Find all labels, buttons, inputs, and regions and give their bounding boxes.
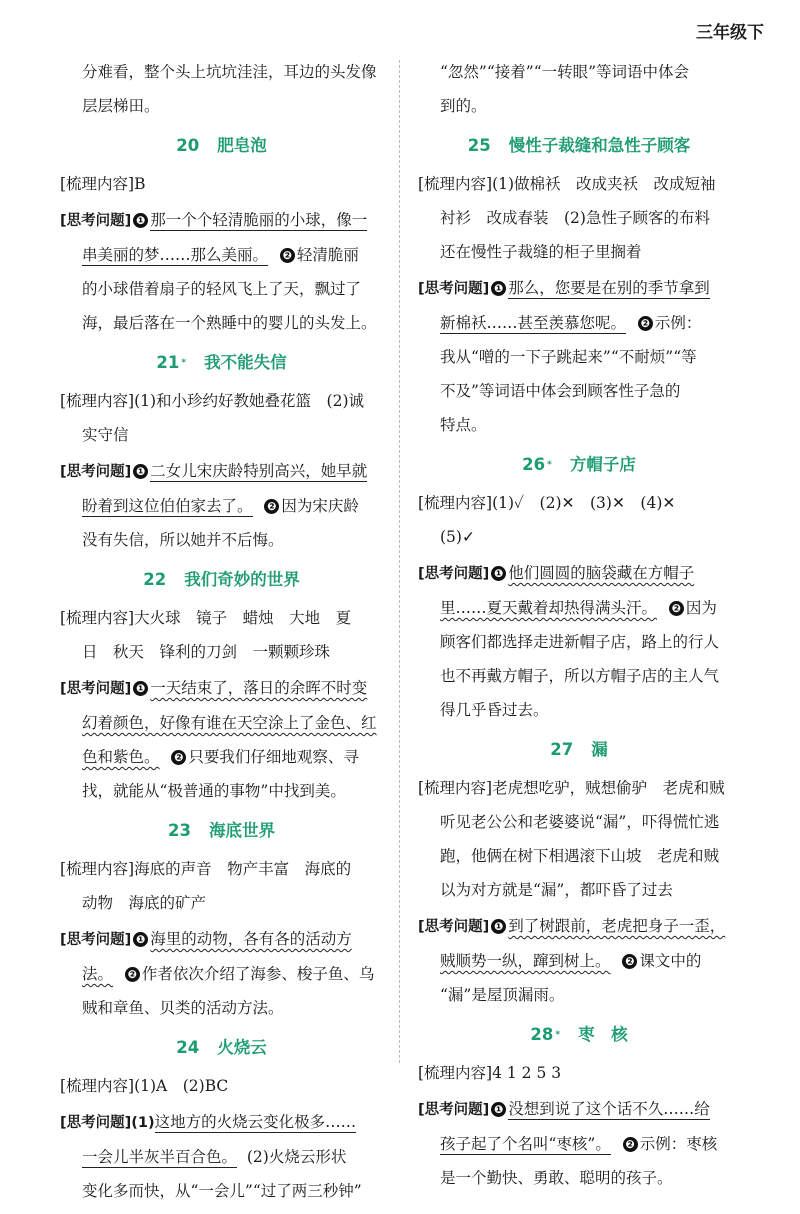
summary-content: 听见老公公和老婆婆说“漏”，吓得慌忙逃	[440, 813, 720, 831]
summary-content: 日 秋天 锋利的刀剑 一颗颗珍珠	[82, 643, 331, 661]
marker-2-icon: ❷	[280, 248, 295, 263]
answer-text: 作者依次介绍了海参、梭子鱼、乌	[141, 965, 375, 983]
summary-content: 动物 海底的矿产	[82, 894, 207, 912]
answer-text: 示例：	[654, 314, 702, 332]
summary-content: 跑，他俩在树下相遇滚下山坡 老虎和贼	[440, 847, 720, 865]
question-block	[60, 1105, 383, 1208]
marker-1-icon: ❶	[491, 1102, 506, 1117]
question-tag: [思考问题]	[60, 464, 132, 480]
marker-2-icon: ❷	[669, 601, 684, 616]
answer-text: 不及”等词语中体会到顾客性子急的	[440, 382, 681, 400]
answer-text: 找，就能从“极普通的事物”中找到美。	[82, 782, 346, 800]
question-tag: [思考问题]	[60, 213, 132, 229]
summary-content: [梳理内容](1)做棉袄 改成夹袄 改成短袖	[418, 175, 716, 193]
marker-2-icon: ❷	[638, 316, 653, 331]
underlined-quote: 幻着颜色，好像有谁在天空涂上了金色、红	[82, 714, 377, 732]
answer-text: 只要我们仔细地观察、寻	[188, 748, 359, 766]
lesson-number: 23	[168, 821, 191, 840]
continuation-line: 分难看，整个头上坑坑洼洼，耳边的头发像	[82, 63, 377, 81]
summary-content: 还在慢性子裁缝的柜子里搁着	[440, 243, 642, 261]
underlined-quote: 一会儿半灰半百合色。	[82, 1148, 238, 1166]
lesson-name: 方帽子店	[569, 455, 636, 474]
underlined-quote: 没想到说了这个话不久……给	[508, 1100, 710, 1118]
marker-1-icon: ❶	[133, 932, 148, 947]
underlined-quote: 这地方的火烧云变化极多……	[154, 1113, 357, 1131]
lesson-number: 28 *	[530, 1025, 561, 1044]
marker-2-icon: ❷	[125, 967, 140, 982]
underlined-quote: 到了树跟前，老虎把身子一歪，	[508, 917, 726, 935]
lesson-26-title	[418, 448, 740, 482]
marker-1-icon: ❶	[133, 681, 148, 696]
question-block	[418, 556, 740, 727]
answer-text: 轻清脆丽	[296, 246, 359, 264]
lesson-24-title	[60, 1031, 383, 1065]
underlined-quote: 新棉袄……甚至羡慕您呢。	[440, 314, 627, 332]
lesson-number: 25	[467, 136, 491, 155]
underlined-quote: 海里的动物，各有各的活动方	[150, 930, 352, 948]
lesson-number: 26 *	[522, 455, 552, 474]
answer-text: 特点。	[440, 416, 487, 434]
summary-content: [梳理内容]4 1 2 5 3	[418, 1064, 562, 1082]
lesson-name: 慢性子裁缝和急性子顾客	[508, 136, 691, 155]
lesson-name: 我不能失信	[204, 353, 287, 372]
answer-text: “漏”是屋顶漏雨。	[440, 986, 565, 1004]
answer-text: 顾客们都选择走进新帽子店，路上的行人	[440, 633, 720, 651]
underlined-quote: 他们圆圆的脑袋藏在方帽子	[508, 564, 695, 582]
summary-content: [梳理内容]老虎想吃驴，贼想偷驴 老虎和贼	[418, 779, 725, 797]
summary-content: (5)✓	[440, 528, 475, 546]
lesson-22-title	[60, 563, 383, 597]
grade-label: 三年级下	[696, 23, 764, 43]
lesson-name: 肥皂泡	[217, 136, 267, 155]
underlined-quote: 色和紫色。	[82, 748, 160, 766]
lesson-number: 27	[550, 740, 574, 759]
underlined-quote: 孩子起了个名叫“枣核”。	[440, 1135, 611, 1153]
marker-2-icon: ❷	[264, 499, 279, 514]
summary-content: 衬衫 改成春装 (2)急性子顾客的布料	[440, 209, 710, 227]
underlined-quote: 盼着到这位伯伯家去了。	[82, 497, 253, 515]
optional-star: *	[547, 460, 552, 470]
lesson-23-title	[60, 814, 383, 848]
answer-text: 我从“噌的一下子跳起来”“不耐烦”“等	[440, 348, 697, 366]
marker-1-icon: ❶	[133, 213, 148, 228]
lesson-number: 24	[176, 1038, 200, 1057]
question-tag: [思考问题]	[60, 681, 132, 697]
answer-text: 因为	[685, 599, 717, 617]
marker-1-icon: ❶	[491, 919, 506, 934]
continuation-line: 到的。	[440, 97, 487, 115]
question-block	[60, 922, 383, 1025]
underlined-quote: 串美丽的梦……那么美丽。	[82, 246, 269, 264]
lesson-28-title	[418, 1018, 740, 1052]
summary-content: 以为对方就是“漏”，都吓昏了过去	[440, 881, 673, 899]
answer-text: 课文中的	[639, 952, 702, 970]
summary-content: [梳理内容]海底的声音 物产丰富 海底的	[60, 860, 352, 878]
column-divider	[399, 60, 400, 1063]
question-block	[418, 271, 740, 442]
lesson-name: 枣 核	[578, 1025, 628, 1044]
continuation-line: “忽然”“接着”“一转眼”等词语中体会	[440, 63, 690, 81]
marker-2-icon: ❷	[623, 1137, 638, 1152]
lesson-20-title	[60, 129, 383, 163]
question-block	[418, 909, 740, 1012]
question-tag: [思考问题]	[418, 1102, 490, 1118]
continuation-line: 层层梯田。	[82, 97, 160, 115]
question-tag: [思考问题]	[418, 919, 490, 935]
question-tag: [思考问题]	[60, 932, 132, 948]
lesson-number: 22	[143, 570, 167, 589]
underlined-quote: 一天结束了，落日的余晖不时变	[150, 679, 368, 697]
underlined-quote: 法。	[82, 965, 114, 983]
lesson-25-title	[418, 129, 740, 163]
summary-content: [梳理内容](1)A (2)BC	[60, 1077, 229, 1095]
answer-text: 是一个勤快、勇敢、聪明的孩子。	[440, 1169, 673, 1187]
marker-1-icon: ❶	[491, 566, 506, 581]
marker-1-icon: ❶	[491, 281, 506, 296]
answer-text: 海，最后落在一个熟睡中的婴儿的头发上。	[82, 314, 377, 332]
summary-content: [梳理内容](1)✓ (2)✕ (3)✕ (4)✕	[418, 494, 676, 512]
question-block	[60, 671, 383, 808]
answer-text: 示例：枣核	[639, 1135, 718, 1153]
optional-star: *	[181, 358, 187, 368]
summary-content: [梳理内容](1)和小珍约好教她叠花篮 (2)诚	[60, 392, 365, 410]
question-block	[60, 454, 383, 557]
lesson-number: 21 *	[156, 353, 187, 372]
underlined-quote: 那一个个轻清脆丽的小球，像一	[150, 211, 368, 229]
answer-text: 因为宋庆龄	[281, 497, 359, 515]
answer-text: 没有失信，所以她并不后悔。	[82, 531, 284, 549]
marker-1-icon: ❶	[133, 464, 148, 479]
marker-2-icon: ❷	[622, 954, 637, 969]
lesson-number: 20	[176, 136, 200, 155]
question-tag: [思考问题]	[418, 566, 490, 582]
question-block	[418, 1092, 740, 1195]
question-block	[60, 203, 383, 340]
underlined-quote: 二女儿宋庆龄特别高兴，她早就	[150, 462, 368, 480]
right-column	[418, 55, 740, 1201]
optional-star: *	[555, 1030, 561, 1040]
question-tag: [思考问题]	[418, 281, 490, 297]
answer-text: 的小球借着扇子的轻风飞上了天，飘过了	[82, 280, 362, 298]
lesson-21-title	[60, 346, 383, 380]
answer-text: 贼和章鱼、贝类的活动方法。	[82, 999, 284, 1017]
underlined-quote: 里……夏天戴着却热得满头汗。	[440, 599, 658, 617]
lesson-27-title	[418, 733, 740, 767]
lesson-name: 火烧云	[217, 1038, 267, 1057]
summary-content: 实守信	[82, 426, 129, 444]
left-column	[60, 55, 383, 1214]
question-tag: [思考问题](1)	[60, 1115, 155, 1131]
answer-text: (2)火烧云形状	[246, 1148, 347, 1166]
summary-content: [梳理内容]大火球 镜子 蜡烛 大地 夏	[60, 609, 352, 627]
lesson-name: 海底世界	[208, 821, 275, 840]
summary-content: [梳理内容]B	[60, 175, 146, 193]
marker-2-icon: ❷	[171, 750, 186, 765]
underlined-quote: 那么，您要是在别的季节拿到	[508, 279, 710, 297]
lesson-name: 我们奇妙的世界	[184, 570, 300, 589]
answer-text: 得几乎昏过去。	[440, 701, 549, 719]
answer-text: 变化多而快，从“一会儿”“过了两三秒钟”	[82, 1182, 362, 1200]
answer-text: 也不再戴方帽子，所以方帽子店的主人气	[440, 667, 720, 685]
underlined-quote: 贼顺势一纵，蹿到树上。	[440, 952, 611, 970]
lesson-name: 漏	[591, 740, 608, 759]
